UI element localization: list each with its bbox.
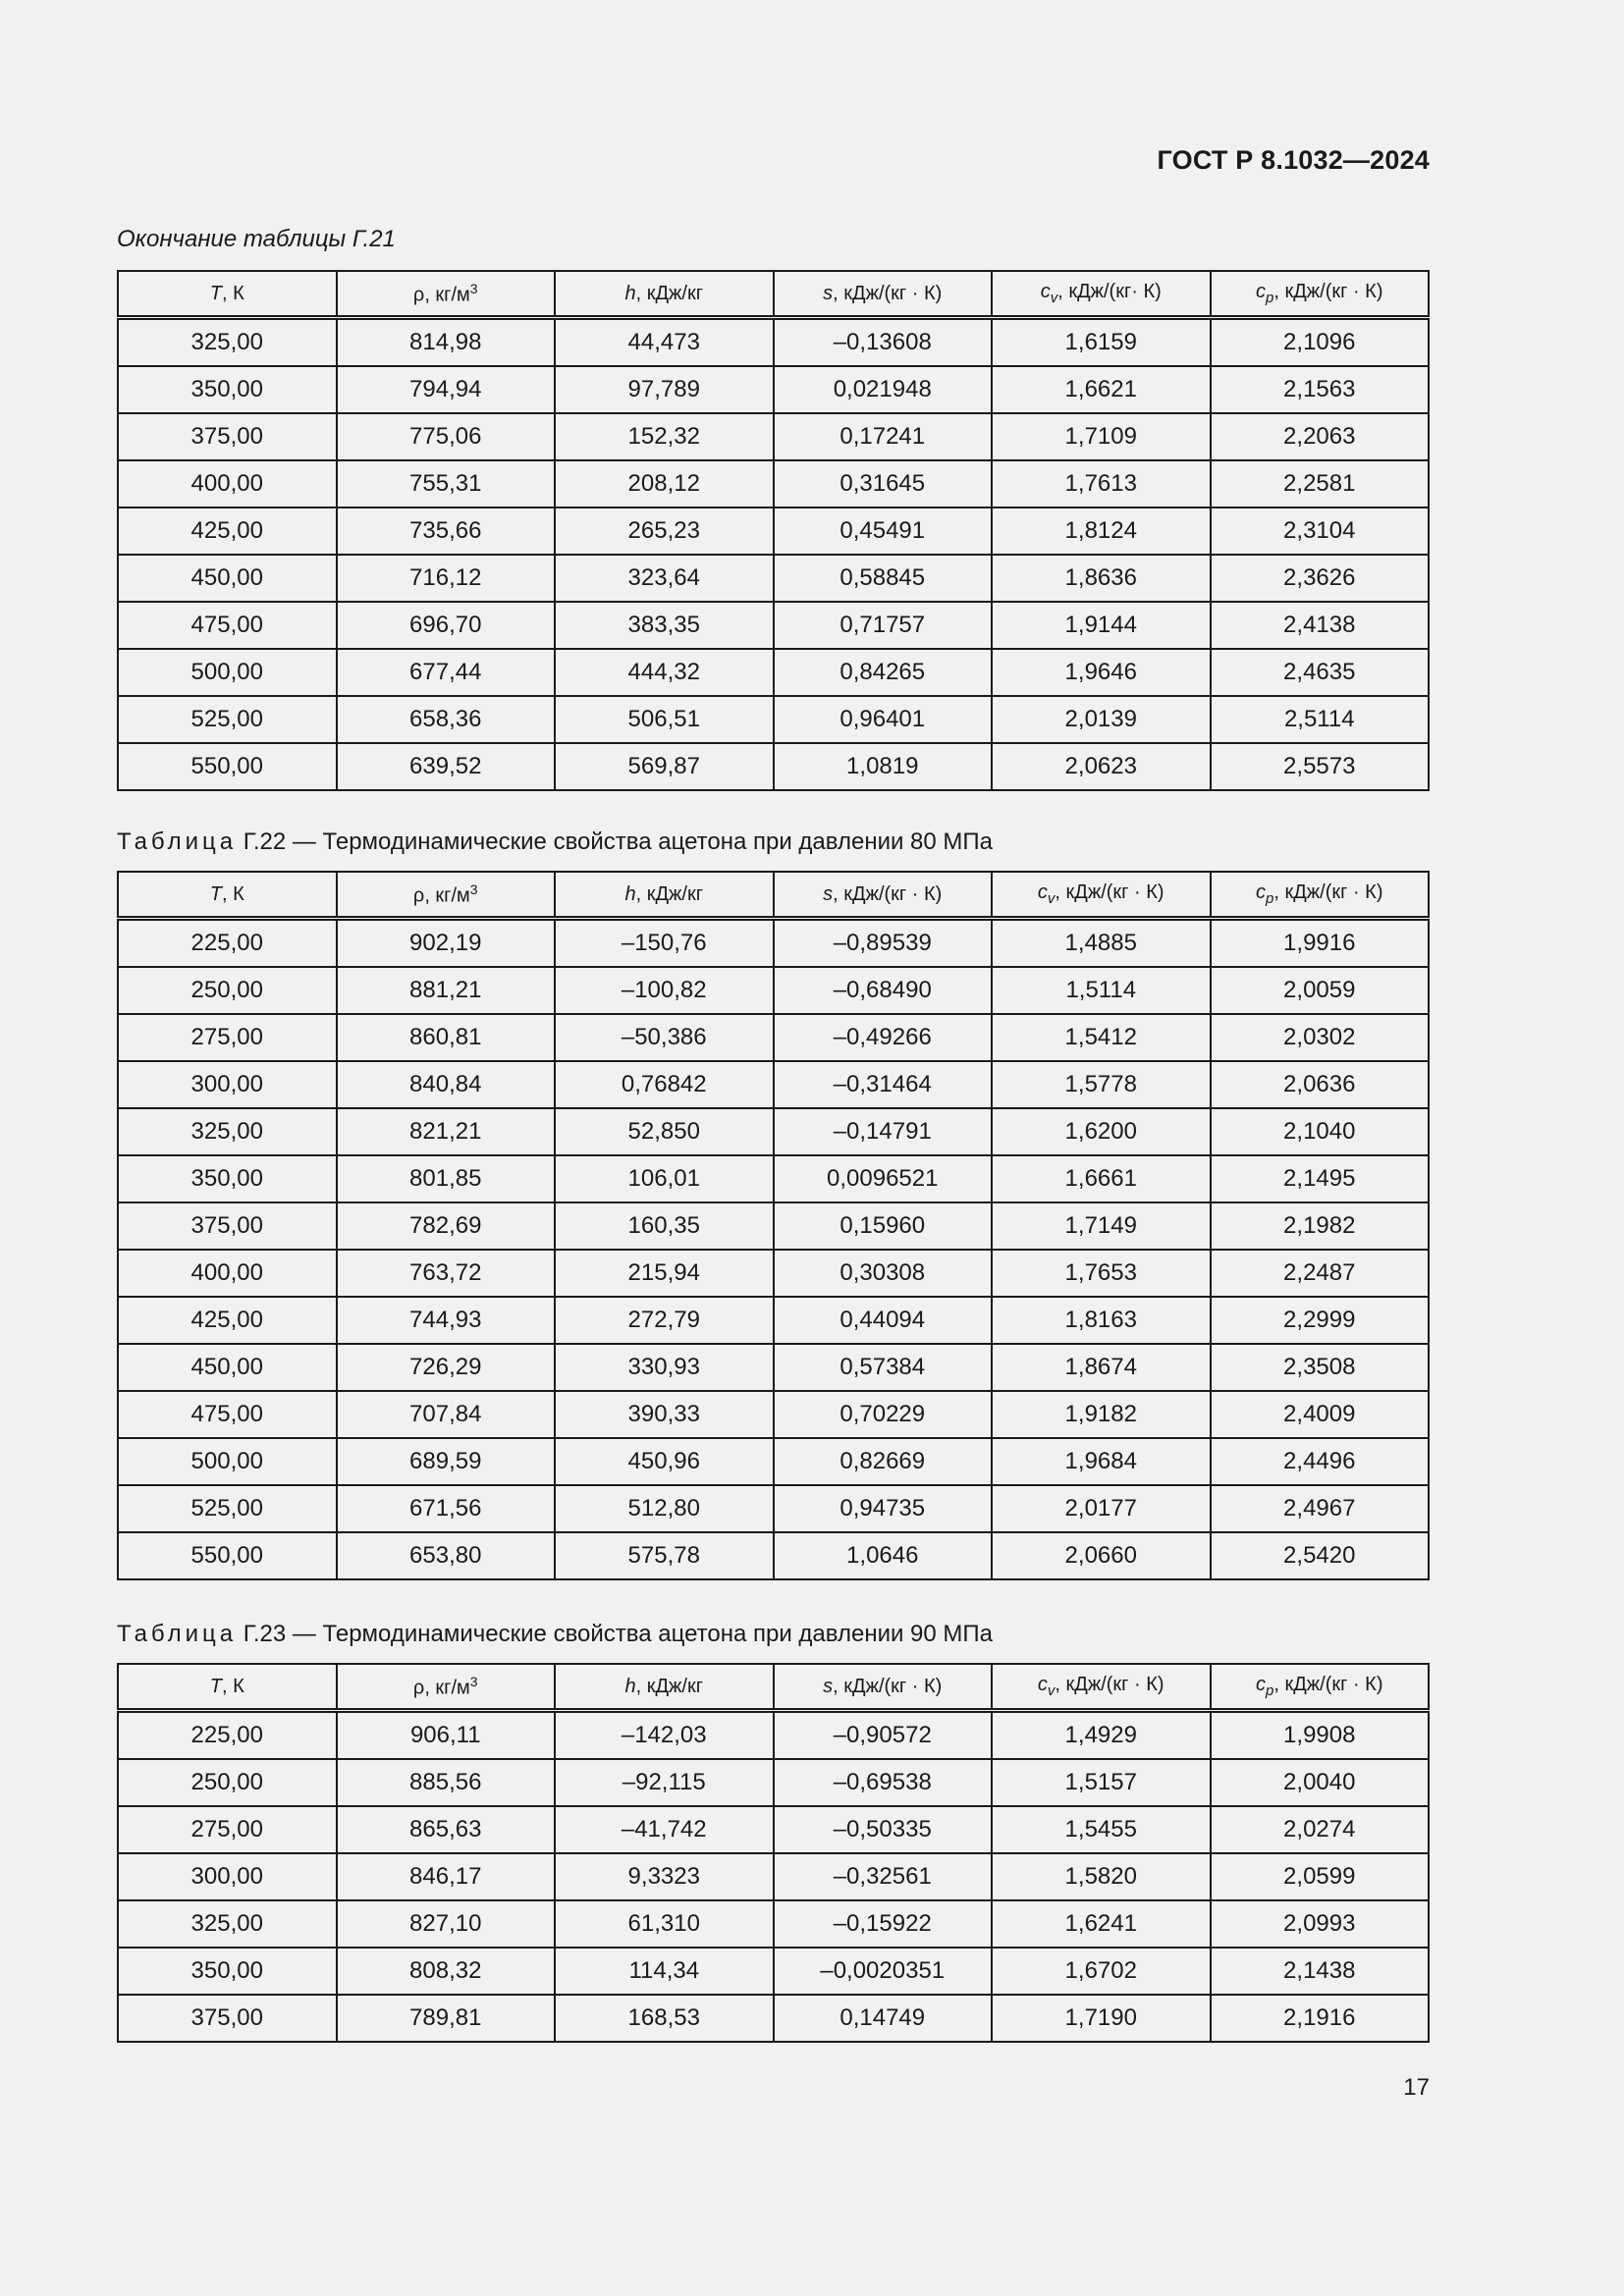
table-row [118,1250,1429,1297]
table-row [118,1061,1429,1108]
table-cell: 1,7190 [992,1995,1211,2042]
table-row [118,743,1429,790]
table-g22-caption: Таблица Г.22 — Термодинамические свойства ацетона при давлении 80 МПа [117,828,994,855]
table-cell: 225,00 [118,919,337,968]
table-cell: 569,87 [555,743,774,790]
table-cell: 2,0599 [1211,1853,1430,1900]
table-row [118,460,1429,507]
table-cell: 0,17241 [774,413,993,460]
table-cell: 475,00 [118,602,337,649]
table-cell: 0,31645 [774,460,993,507]
table-cell: 2,4138 [1211,602,1430,649]
table-cell: 0,30308 [774,1250,993,1297]
table-cell: –0,49266 [774,1014,993,1061]
table-cell: 827,10 [337,1900,556,1948]
table-cell: 735,66 [337,507,556,555]
table-cell: 755,31 [337,460,556,507]
table-row [118,1391,1429,1438]
table-cell: 425,00 [118,1297,337,1344]
table-cell: 2,0623 [992,743,1211,790]
table-cell: 1,4885 [992,919,1211,968]
table-cell: 550,00 [118,1532,337,1579]
table-cell: 114,34 [555,1948,774,1995]
table-row [118,1900,1429,1948]
table-cell: 2,0059 [1211,967,1430,1014]
table-cell: 1,6661 [992,1155,1211,1202]
table-cell: 152,32 [555,413,774,460]
table-cell: 350,00 [118,1948,337,1995]
table-cell: 2,5114 [1211,696,1430,743]
table-cell: 0,15960 [774,1202,993,1250]
table-cell: 846,17 [337,1853,556,1900]
table-cell: 265,23 [555,507,774,555]
table-cell: 375,00 [118,413,337,460]
table-cell: 1,8674 [992,1344,1211,1391]
table-cell: 1,7149 [992,1202,1211,1250]
table-row [118,1532,1429,1579]
table-cell: 1,5820 [992,1853,1211,1900]
page-number: 17 [1403,2074,1430,2101]
table-cell: 881,21 [337,967,556,1014]
table-row [118,602,1429,649]
table-cell: 2,1916 [1211,1995,1430,2042]
table-cell: 2,1040 [1211,1108,1430,1155]
col-header-temperature: T, К [118,1664,337,1711]
col-header-temperature: T, К [118,271,337,318]
table-cell: –41,742 [555,1806,774,1853]
table-row [118,366,1429,413]
table-cell: –0,13608 [774,318,993,367]
col-header-entropy: s, кДж/(кг · К) [774,872,993,919]
table-cell: 61,310 [555,1900,774,1948]
table-row [118,967,1429,1014]
table-row [118,696,1429,743]
table-cell: 390,33 [555,1391,774,1438]
table-row [118,413,1429,460]
col-header-enthalpy: h, кДж/кг [555,872,774,919]
table-cell: 1,9144 [992,602,1211,649]
table-cell: 2,5420 [1211,1532,1430,1579]
table-g21-caption: Окончание таблицы Г.21 [117,226,396,252]
table-g21 [117,270,1430,791]
table-cell: 375,00 [118,1202,337,1250]
table-cell: 0,0096521 [774,1155,993,1202]
table-g22 [117,871,1430,1580]
table-cell: –0,14791 [774,1108,993,1155]
table-cell: 500,00 [118,649,337,696]
table-cell: 450,00 [118,1344,337,1391]
table-cell: 1,9646 [992,649,1211,696]
table-cell: 250,00 [118,967,337,1014]
table-cell: 444,32 [555,649,774,696]
table-cell: 375,00 [118,1995,337,2042]
table-cell: 330,93 [555,1344,774,1391]
table-cell: 2,1563 [1211,366,1430,413]
col-header-cv: $c_v$, кДж/(кг· К) [992,271,1211,318]
table-cell: 383,35 [555,602,774,649]
table-cell: 400,00 [118,1250,337,1297]
table-cell: 658,36 [337,696,556,743]
col-header-cp: $c_p$, кДж/(кг · К) [1211,872,1430,919]
table-cell: 168,53 [555,1995,774,2042]
table-cell: 2,4635 [1211,649,1430,696]
table-cell: 106,01 [555,1155,774,1202]
table-cell: 1,9684 [992,1438,1211,1485]
table-cell: 0,57384 [774,1344,993,1391]
table-cell: 1,6702 [992,1948,1211,1995]
table-cell: 44,473 [555,318,774,367]
table-cell: 0,021948 [774,366,993,413]
table-cell: 671,56 [337,1485,556,1532]
table-cell: 1,4929 [992,1711,1211,1760]
table-g23-caption: Таблица Г.23 — Термодинамические свойства ацетона при давлении 90 МПа [117,1621,994,1647]
table-cell: 250,00 [118,1759,337,1806]
table-cell: 325,00 [118,1900,337,1948]
table-cell: 2,4496 [1211,1438,1430,1485]
table-cell: 840,84 [337,1061,556,1108]
table-row [118,1438,1429,1485]
table-cell: 1,9182 [992,1391,1211,1438]
col-header-cp: $c_p$, кДж/(кг · К) [1211,271,1430,318]
table-cell: 763,72 [337,1250,556,1297]
table-cell: 794,94 [337,366,556,413]
table-cell: –142,03 [555,1711,774,1760]
table-header-row [118,271,1429,318]
table-cell: –150,76 [555,919,774,968]
col-header-cp: $c_p$, кДж/(кг · К) [1211,1664,1430,1711]
table-cell: –0,90572 [774,1711,993,1760]
table-cell: 2,0139 [992,696,1211,743]
table-cell: 450,00 [118,555,337,602]
table-cell: 789,81 [337,1995,556,2042]
table-cell: 744,93 [337,1297,556,1344]
col-header-cv: $c_v$, кДж/(кг · К) [992,872,1211,919]
table-cell: 902,19 [337,919,556,968]
table-cell: 215,94 [555,1250,774,1297]
table-cell: 2,2999 [1211,1297,1430,1344]
table-cell: 0,45491 [774,507,993,555]
table-row [118,1806,1429,1853]
table-row [118,1297,1429,1344]
table-cell: 2,0993 [1211,1900,1430,1948]
table-cell: 1,9908 [1211,1711,1430,1760]
table-cell: 0,70229 [774,1391,993,1438]
table-cell: 325,00 [118,318,337,367]
table-cell: 323,64 [555,555,774,602]
table-cell: 525,00 [118,696,337,743]
col-header-temperature: T, К [118,872,337,919]
table-cell: 2,3508 [1211,1344,1430,1391]
table-cell: 1,8124 [992,507,1211,555]
table-cell: 2,2063 [1211,413,1430,460]
table-cell: 325,00 [118,1108,337,1155]
table-row [118,507,1429,555]
table-cell: 814,98 [337,318,556,367]
table-cell: 0,71757 [774,602,993,649]
table-cell: 575,78 [555,1532,774,1579]
table-cell: 1,7613 [992,460,1211,507]
table-cell: 677,44 [337,649,556,696]
table-row [118,1108,1429,1155]
table-cell: –0,32561 [774,1853,993,1900]
table-cell: 1,6621 [992,366,1211,413]
table-cell: 2,1495 [1211,1155,1430,1202]
table-cell: 1,9916 [1211,919,1430,968]
table-cell: 775,06 [337,413,556,460]
table-row [118,1853,1429,1900]
table-cell: –0,31464 [774,1061,993,1108]
table-cell: 1,5455 [992,1806,1211,1853]
table-cell: 1,0819 [774,743,993,790]
table-cell: 2,3626 [1211,555,1430,602]
table-row [118,919,1429,968]
document-code: ГОСТ Р 8.1032—2024 [1157,145,1430,175]
table-row [118,1014,1429,1061]
table-cell: –0,68490 [774,967,993,1014]
table-cell: 300,00 [118,1061,337,1108]
table-cell: 97,789 [555,366,774,413]
table-cell: 2,3104 [1211,507,1430,555]
table-header-row [118,1664,1429,1711]
table-header-row [118,872,1429,919]
table-cell: 1,5114 [992,967,1211,1014]
table-g23 [117,1663,1430,2043]
table-row [118,1485,1429,1532]
table-row [118,1711,1429,1760]
table-row [118,1155,1429,1202]
table-cell: 350,00 [118,1155,337,1202]
col-header-density: ρ, $кг/м^3$ [337,1664,556,1711]
table-cell: –100,82 [555,967,774,1014]
table-cell: 0,44094 [774,1297,993,1344]
table-cell: 801,85 [337,1155,556,1202]
table-cell: 0,76842 [555,1061,774,1108]
table-row [118,555,1429,602]
table-cell: 475,00 [118,1391,337,1438]
table-cell: 550,00 [118,743,337,790]
table-cell: 2,0636 [1211,1061,1430,1108]
table-cell: 2,4009 [1211,1391,1430,1438]
table-cell: 275,00 [118,1014,337,1061]
table-cell: 2,2487 [1211,1250,1430,1297]
table-cell: 726,29 [337,1344,556,1391]
table-cell: 525,00 [118,1485,337,1532]
table-cell: 0,58845 [774,555,993,602]
table-cell: 2,0040 [1211,1759,1430,1806]
table-cell: 0,96401 [774,696,993,743]
table-cell: 500,00 [118,1438,337,1485]
table-row [118,1948,1429,1995]
table-cell: 225,00 [118,1711,337,1760]
table-cell: 1,7109 [992,413,1211,460]
table-cell: 696,70 [337,602,556,649]
table-cell: 1,8636 [992,555,1211,602]
table-cell: 707,84 [337,1391,556,1438]
table-cell: –50,386 [555,1014,774,1061]
table-cell: 1,5778 [992,1061,1211,1108]
table-cell: 300,00 [118,1853,337,1900]
table-cell: 2,0660 [992,1532,1211,1579]
table-row [118,1995,1429,2042]
table-cell: 0,84265 [774,649,993,696]
col-header-density: ρ, $кг/м^3$ [337,872,556,919]
table-cell: 160,35 [555,1202,774,1250]
table-row [118,1344,1429,1391]
table-cell: 2,2581 [1211,460,1430,507]
table-cell: 906,11 [337,1711,556,1760]
table-cell: 2,0274 [1211,1806,1430,1853]
table-cell: –0,0020351 [774,1948,993,1995]
table-cell: –0,89539 [774,919,993,968]
table-cell: 885,56 [337,1759,556,1806]
table-row [118,1759,1429,1806]
table-cell: 0,14749 [774,1995,993,2042]
table-cell: 1,5157 [992,1759,1211,1806]
table-cell: 512,80 [555,1485,774,1532]
table-cell: 0,82669 [774,1438,993,1485]
table-cell: 2,1438 [1211,1948,1430,1995]
col-header-entropy: s, кДж/(кг · К) [774,1664,993,1711]
table-cell: 865,63 [337,1806,556,1853]
table-cell: 1,7653 [992,1250,1211,1297]
table-row [118,318,1429,367]
table-cell: –0,15922 [774,1900,993,1948]
table-cell: 400,00 [118,460,337,507]
table-cell: 0,94735 [774,1485,993,1532]
table-cell: 2,0302 [1211,1014,1430,1061]
col-header-density: ρ, $кг/м^3$ [337,271,556,318]
table-cell: 821,21 [337,1108,556,1155]
table-cell: 2,5573 [1211,743,1430,790]
col-header-entropy: s, кДж/(кг · К) [774,271,993,318]
table-cell: 782,69 [337,1202,556,1250]
table-cell: 2,0177 [992,1485,1211,1532]
col-header-enthalpy: h, кДж/кг [555,1664,774,1711]
table-cell: 716,12 [337,555,556,602]
table-cell: 208,12 [555,460,774,507]
table-cell: 2,1982 [1211,1202,1430,1250]
table-cell: –92,115 [555,1759,774,1806]
table-cell: 808,32 [337,1948,556,1995]
table-cell: 9,3323 [555,1853,774,1900]
table-row [118,649,1429,696]
table-cell: 689,59 [337,1438,556,1485]
table-cell: –0,50335 [774,1806,993,1853]
table-cell: 1,6159 [992,318,1211,367]
table-cell: –0,69538 [774,1759,993,1806]
table-cell: 639,52 [337,743,556,790]
table-cell: 1,0646 [774,1532,993,1579]
table-cell: 1,5412 [992,1014,1211,1061]
table-cell: 653,80 [337,1532,556,1579]
table-cell: 350,00 [118,366,337,413]
table-cell: 272,79 [555,1297,774,1344]
col-header-cv: $c_v$, кДж/(кг · К) [992,1664,1211,1711]
table-cell: 2,1096 [1211,318,1430,367]
table-cell: 450,96 [555,1438,774,1485]
table-row [118,1202,1429,1250]
table-cell: 425,00 [118,507,337,555]
table-cell: 506,51 [555,696,774,743]
table-cell: 1,6241 [992,1900,1211,1948]
table-cell: 860,81 [337,1014,556,1061]
table-cell: 1,6200 [992,1108,1211,1155]
table-cell: 2,4967 [1211,1485,1430,1532]
col-header-enthalpy: h, кДж/кг [555,271,774,318]
table-cell: 52,850 [555,1108,774,1155]
table-cell: 1,8163 [992,1297,1211,1344]
table-cell: 275,00 [118,1806,337,1853]
